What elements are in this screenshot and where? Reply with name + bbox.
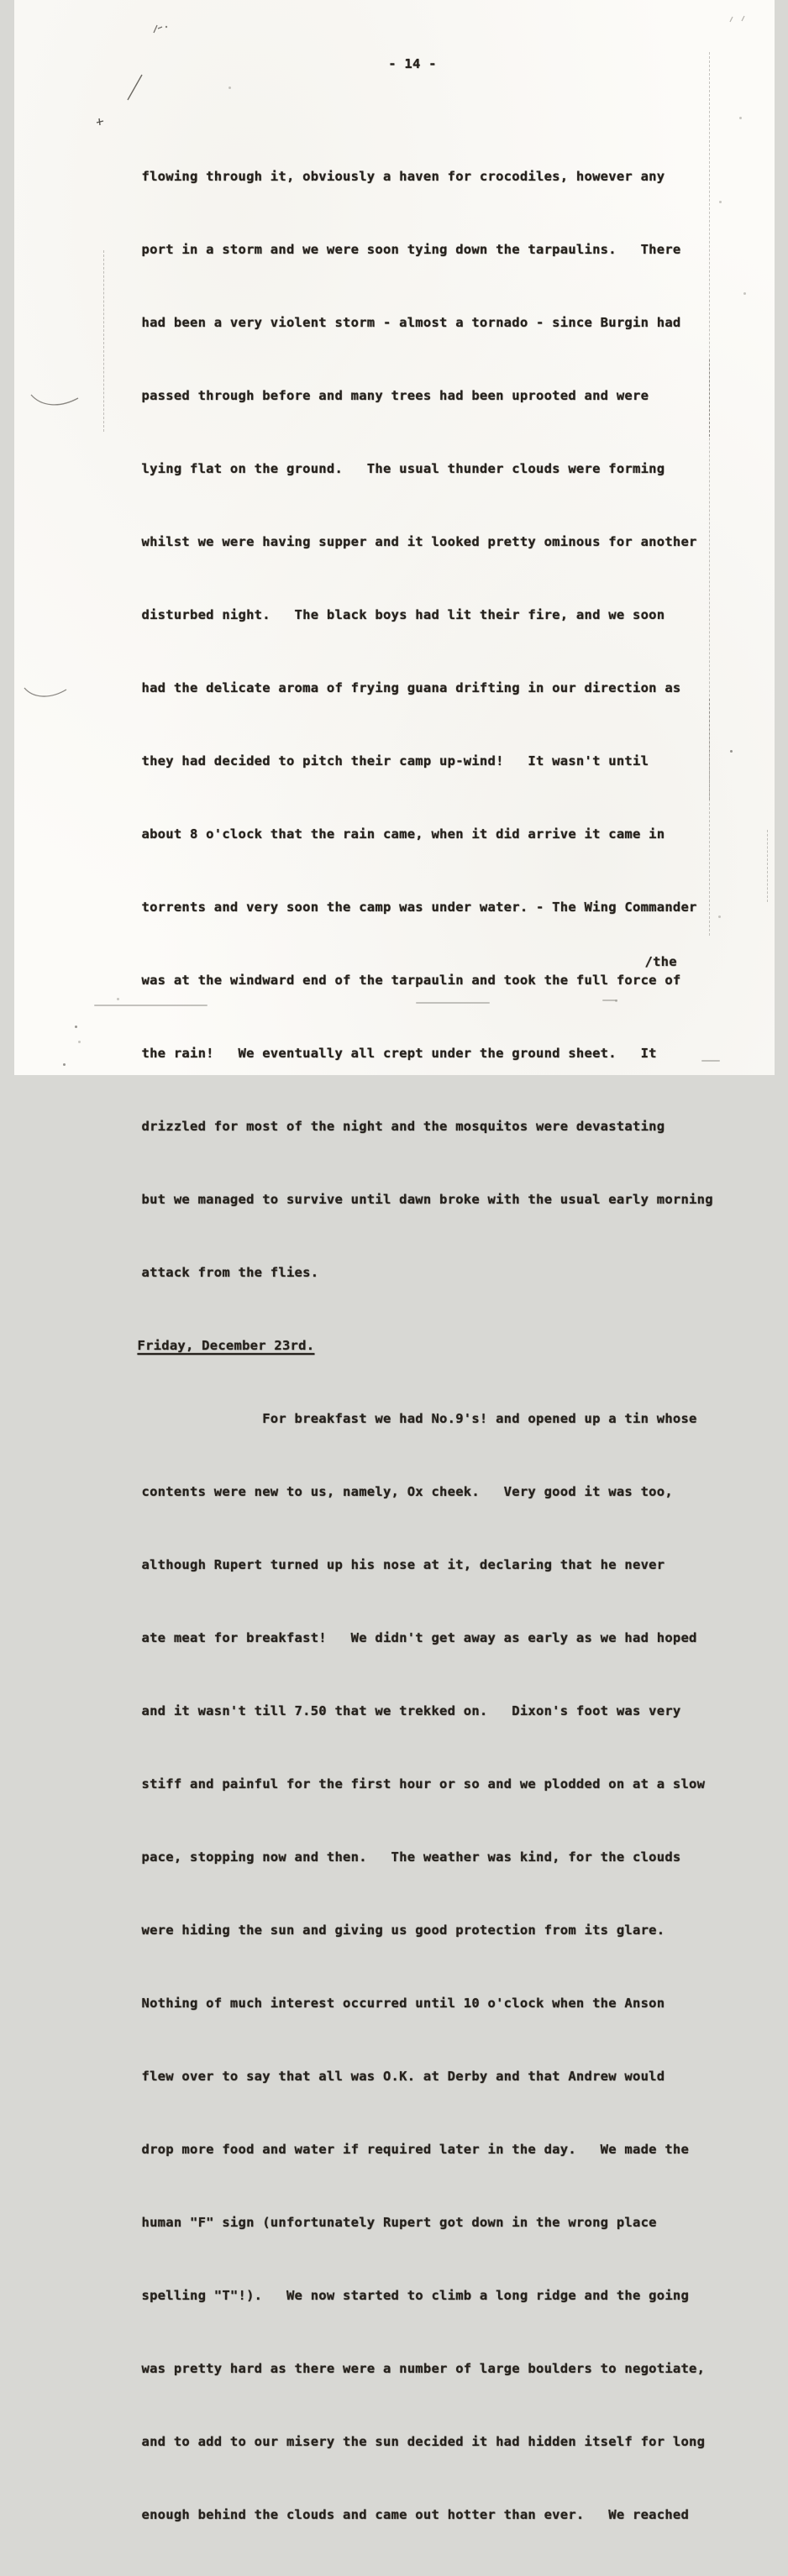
text-line: attack from the flies. — [142, 1261, 713, 1285]
text-line: whilst we were having supper and it looked pretty ominous for another — [142, 530, 713, 554]
page-number: - 14 - — [33, 52, 788, 76]
text-line: lying flat on the ground. The usual thunder clouds were forming — [142, 457, 713, 481]
text-line: flew over to say that all was O.K. at Derby and that Andrew would — [142, 2064, 713, 2089]
handwritten-swoosh — [23, 682, 73, 704]
ink-speck — [719, 201, 722, 203]
text-line: human "F" sign (unfortunately Rupert got down in the wrong place — [142, 2211, 713, 2235]
text-line: enough behind the clouds and came out hotter than ever. We reached — [142, 2503, 713, 2527]
text-line: was pretty hard as there were a number of large boulders to negotiate, — [142, 2357, 713, 2381]
text-line: torrents and very soon the camp was under water. - The Wing Commander — [142, 895, 713, 920]
text-line: were hiding the sun and giving us good protection from its glare. — [142, 1918, 713, 1943]
text-line: port in a storm and we were soon tying down the tarpaulins. There — [142, 238, 713, 262]
text-line: about 8 o'clock that the rain came, when it did arrive it came in — [142, 822, 713, 847]
ink-speck — [63, 1063, 66, 1066]
text-line: stiff and painful for the first hour or so and we plodded on at a slow — [142, 1772, 713, 1797]
text-line: For breakfast we had No.9's! and opened up a tin whose — [142, 1407, 713, 1431]
text-line: Nothing of much interest occurred until 10 o'clock when the Anson — [142, 1991, 713, 2016]
text-line: drizzled for most of the night and the mosquitos were devastating — [142, 1115, 713, 1139]
ink-speck — [78, 1041, 81, 1043]
text-line: the rain! We eventually all crept under the ground sheet. It — [142, 1041, 713, 1066]
catchword: /the — [645, 950, 677, 974]
ink-speck — [739, 117, 742, 119]
text-line: flowing through it, obviously a haven for crocodiles, however any — [142, 165, 713, 189]
ink-speck — [117, 998, 119, 1000]
text-line: spelling "T"!). We now started to climb a long ridge and the going — [142, 2284, 713, 2308]
ink-speck — [75, 1026, 77, 1028]
text-line: and it wasn't till 7.50 that we trekked on. Dixon's foot was very — [142, 1699, 713, 1723]
corner-tick-mark — [727, 13, 750, 27]
text-line: ate meat for breakfast! We didn't get away as early as we had hoped — [142, 1626, 713, 1650]
text-line: was at the windward end of the tarpaulin and took the full force of — [142, 968, 713, 993]
text-line: drop more food and water if required later in the day. We made the — [142, 2138, 713, 2162]
text-line: passed through before and many trees had been uprooted and were — [142, 384, 713, 408]
document-page — [14, 0, 775, 1075]
scan-edge-mark — [767, 830, 768, 902]
text-line: had been a very violent storm - almost a tornado - since Burgin had — [142, 311, 713, 335]
ink-speck — [229, 87, 231, 89]
date-heading-text: Friday, December 23rd. — [138, 1338, 315, 1353]
pen-slash-mark — [123, 72, 145, 102]
date-heading — [138, 1334, 713, 1358]
text-line: contents were new to us, namely, Ox cheek. Very good it was too, — [142, 1480, 713, 1504]
text-line: and to add to our misery the sun decided it had hidden itself for long — [142, 2430, 713, 2454]
pen-tick-mark — [151, 22, 173, 37]
ink-speck — [730, 750, 733, 753]
text-line: they had decided to pitch their camp up-wind! It wasn't until — [142, 749, 713, 774]
ink-speck-mark — [95, 117, 105, 127]
text-line: although Rupert turned up his nose at it, declaring that he never — [142, 1553, 713, 1577]
text-line: but we managed to survive until dawn broke with the usual early morning — [142, 1188, 713, 1212]
text-line: disturbed night. The black boys had lit their fire, and we soon — [142, 603, 713, 627]
text-line: had the delicate aroma of frying guana drifting in our direction as — [142, 676, 713, 700]
scan-fold-line-left — [103, 250, 104, 432]
ink-speck — [718, 916, 721, 918]
text-line: pace, stopping now and then. The weather was kind, for the clouds — [142, 1845, 713, 1870]
handwritten-swoosh — [29, 388, 81, 412]
document-body — [142, 116, 713, 2576]
ink-speck — [743, 292, 746, 295]
